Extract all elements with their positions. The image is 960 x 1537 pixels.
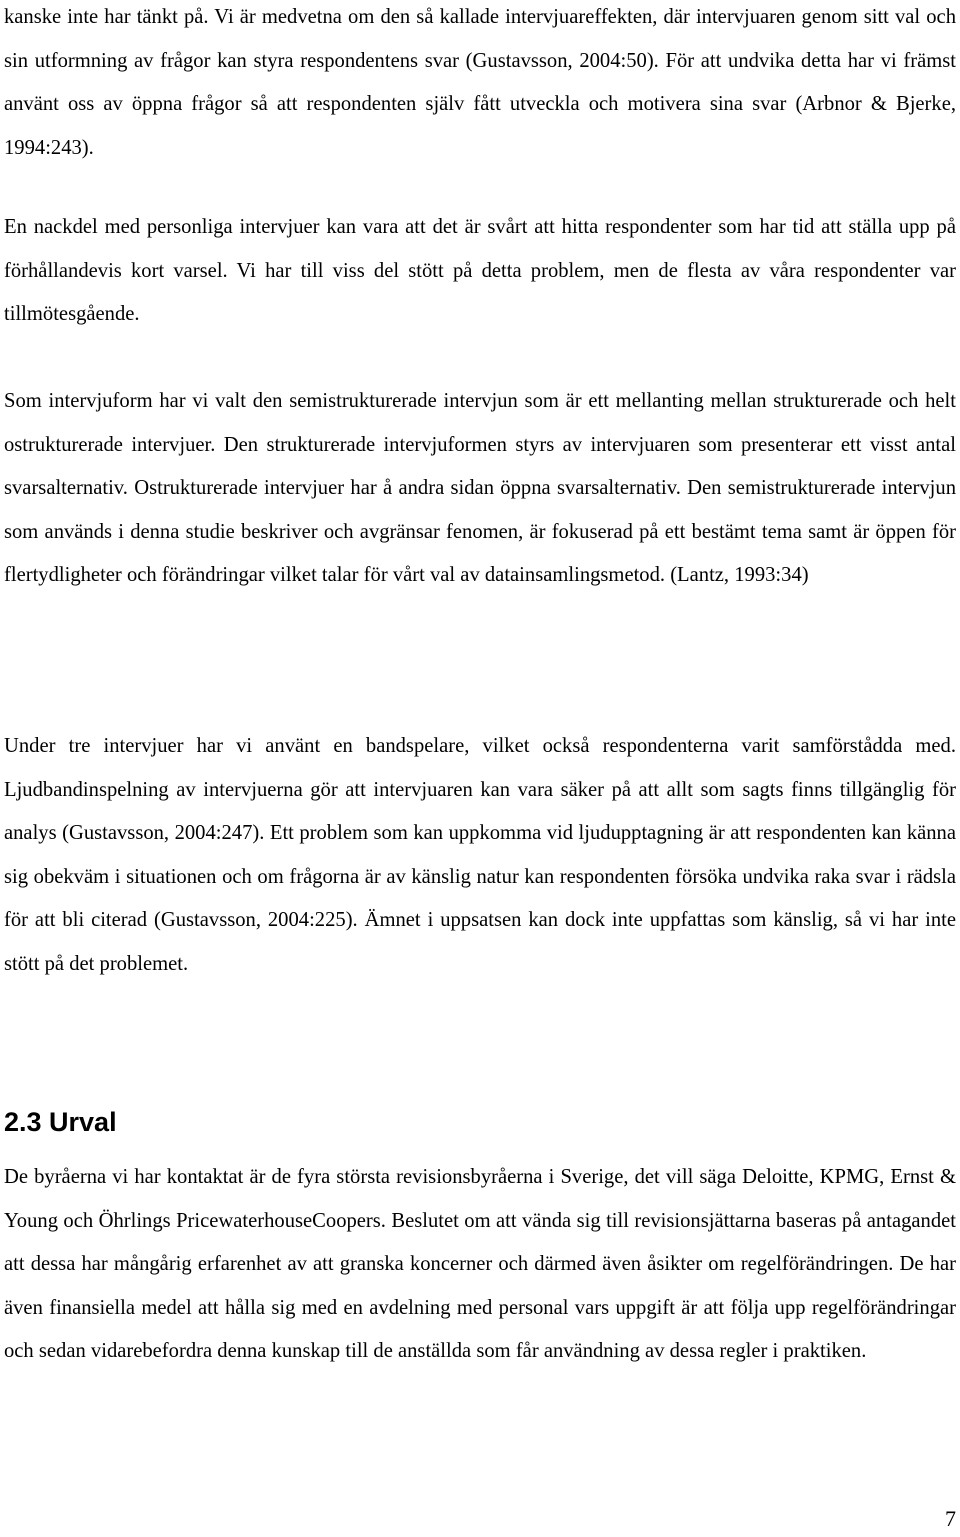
paragraph-urval: De byråerna vi har kontaktat är de fyra största revisionsbyråerna i Sverige, det vill säga Deloitte, KPMG, Ernst & Young och Öhrlings PricewaterhouseCoopers. Beslutet om att vända sig till revisionsjättarna baseras på antagandet att dessa har mångårig erfarenhet av att granska koncerner och därmed även åsikter om regelförändringen. De har även finansiella medel att hålla sig med en avdelning med personal vars uppgift är att följa upp regelförändringar och sedan vidarebefordra denna kunskap till de anställda som får användning av dessa regler i praktiken. (4, 1166, 956, 1362)
paragraph-personal-interviews: En nackdel med personliga intervjuer kan vara att det är svårt att hitta respondenter som har tid att ställa upp på förhållandevis kort varsel. Vi har till viss del stött på detta problem, men de flesta av våra respondenter var tillmötesgående. (4, 216, 956, 325)
paragraph-tape-recorder: Under tre intervjuer har vi använt en bandspelare, vilket också respondenterna varit samförstådda med. Ljudbandinspelning av intervjuerna gör att intervjuaren kan vara säker på att allt som sagts finns tillgänglig för analys (Gustavsson, 2004:247). Ett problem som kan uppkomma vid ljudupptagning är att respondenten kan känna sig obekväm i situationen och om frågorna är av känslig natur kan respondenten försöka undvika raka svar i rädsla för att bli citerad (Gustavsson, 2004:225). Ämnet i uppsatsen kan dock inte uppfattas som känslig, så vi har inte stött på det problemet. (4, 735, 956, 975)
paragraph-semistructured-interview: Som intervjuform har vi valt den semistrukturerade intervjun som är ett mellanting mellan strukturerade och helt ostrukturerade intervjuer. Den strukturerade intervjuformen styrs av intervjuaren som presenterar ett visst antal svarsalternativ. Ostrukturerade intervjuer har å andra sidan öppna svarsalternativ. Den semistrukturerade intervjun som används i denna studie beskriver och avgränsar fenomen, är fokuserad på ett bestämt tema samt är öppen för flertydligheter och förändringar vilket talar för vårt val av datainsamlingsmetod. (Lantz, 1993:34) (4, 390, 956, 586)
section-heading-urval: 2.3 Urval (4, 1107, 117, 1137)
paragraph-interview-effect: kanske inte har tänkt på. Vi är medvetna om den så kallade intervjuareffekten, där intervjuaren genom sitt val och sin utformning av frågor kan styra respondentens svar (Gustavsson, 2004:50). För att undvika detta har vi främst använt oss av öppna frågor så att respondenten själv fått utveckla och motivera sina svar (Arbnor & Bjerke, 1994:243). (4, 6, 956, 159)
page-number: 7 (945, 1506, 956, 1531)
